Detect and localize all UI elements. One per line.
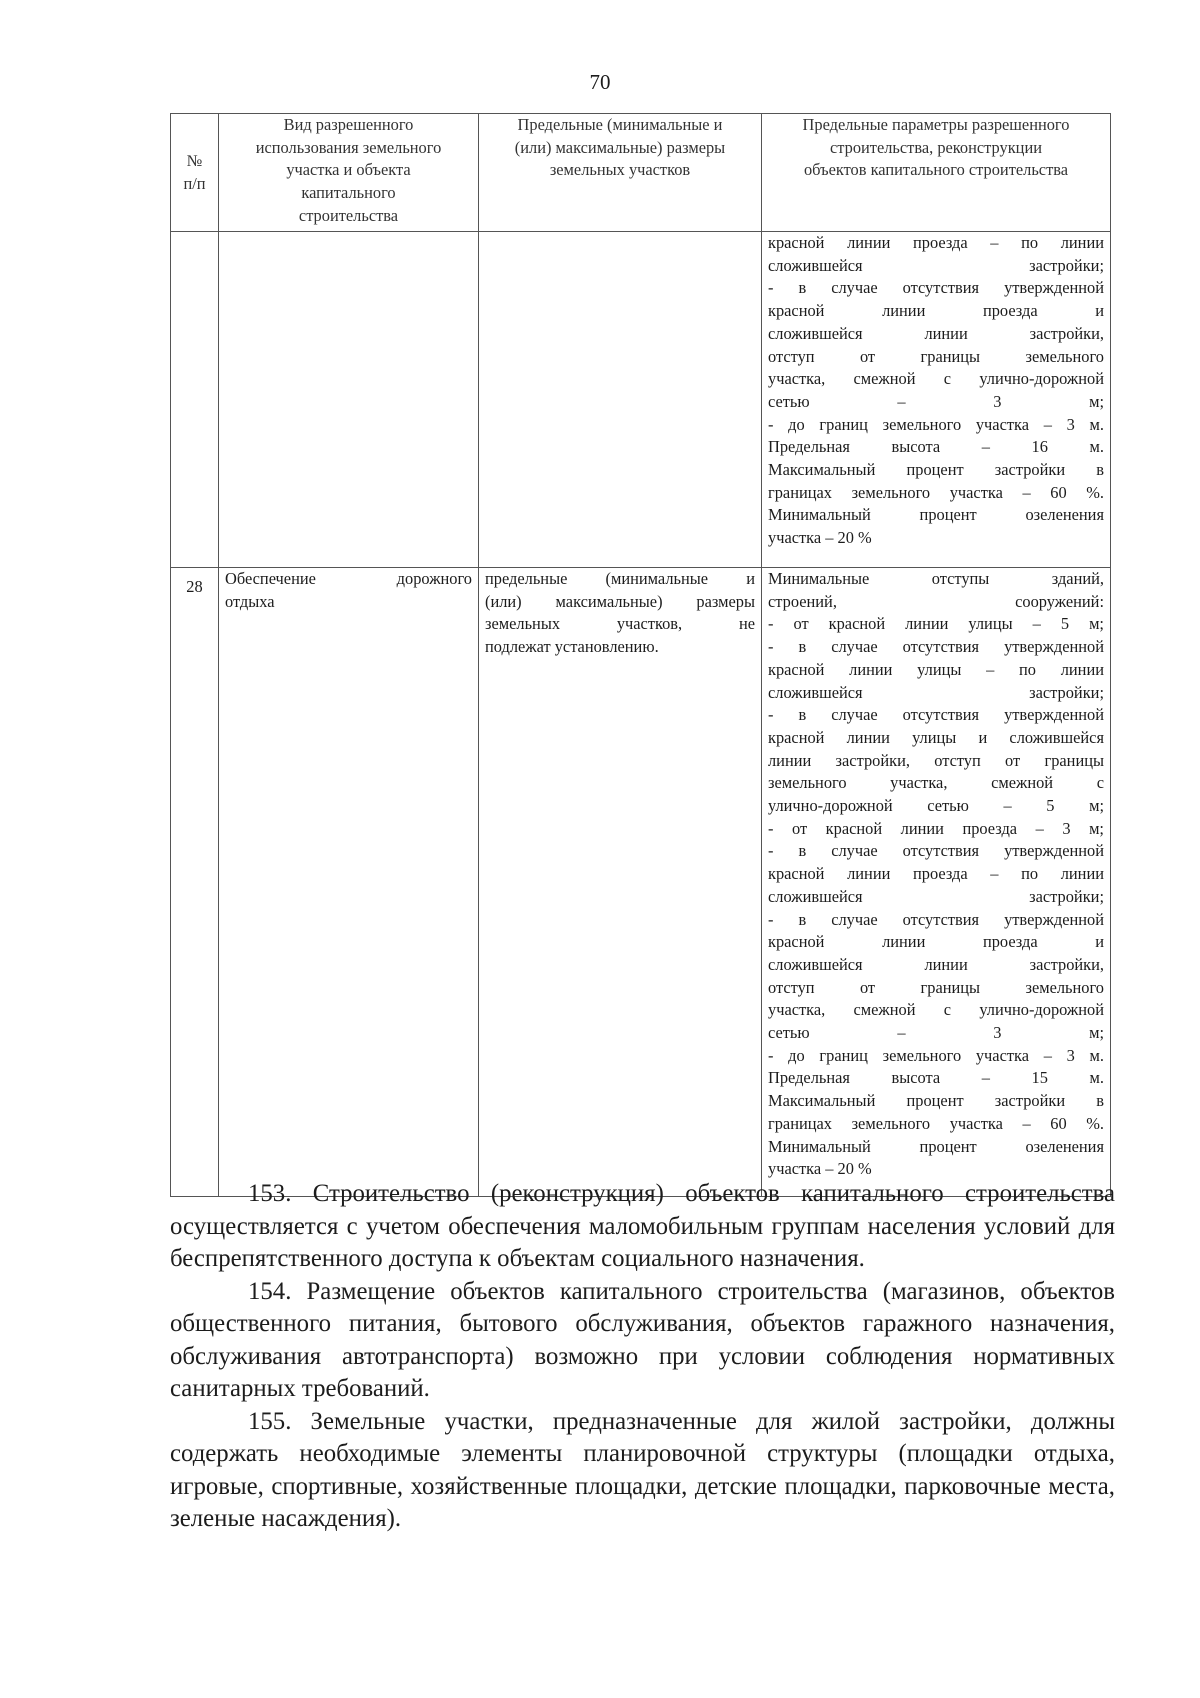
header-construction-params <box>762 114 1111 232</box>
cell-permitted-use <box>219 568 479 1197</box>
cell-text-line: - в случае отсутствия утвержденной <box>768 705 1104 725</box>
cell-text-line: земельного участка, смежной с <box>768 773 1104 793</box>
header-permitted-use <box>219 114 479 232</box>
cell-text-line: отступ от границы земельного <box>768 977 1104 997</box>
header-line: № <box>186 150 203 170</box>
cell-text-line: сетью – 3 м; <box>768 1023 1104 1043</box>
header-line: использования земельного <box>255 137 442 157</box>
header-line: капитального <box>301 183 396 203</box>
cell-text-line: Минимальный процент озеленения <box>768 505 1104 525</box>
cell-text-line: Максимальный процент застройки в <box>768 460 1104 480</box>
cell-text-line: отступ от границы земельного <box>768 346 1104 366</box>
table-row-28 <box>171 568 1111 1197</box>
cell-text-line: границах земельного участка – 60 %. <box>768 482 1104 502</box>
cell-text-line: участка – 20 % <box>768 1159 872 1179</box>
page-number: 70 <box>589 70 611 94</box>
header-line: п/п <box>183 173 206 193</box>
cell-construction-params <box>762 232 1111 568</box>
cell-text-line: - в случае отсутствия утвержденной <box>768 909 1104 929</box>
header-plot-sizes <box>479 114 762 232</box>
cell-text-line: земельных участков, не <box>485 614 755 634</box>
header-line: Предельные (минимальные и <box>517 115 723 134</box>
body-text <box>170 1178 1115 1536</box>
paragraph-154: 154. Размещение объектов капитального строительства (магазинов, объектов общественного питания, бытового обслуживания, объектов гаражного назначения, обслуживания автотранспорта) возможно при условии соблюдения нормативных санитарных требований. <box>170 1277 1115 1402</box>
table-header-row <box>171 114 1111 232</box>
cell-text-line: Минимальные отступы зданий, <box>768 569 1104 588</box>
header-line: Вид разрешенного <box>283 115 414 134</box>
cell-text-line: - от красной линии проезда – 3 м; <box>768 818 1104 838</box>
header-line: строительства <box>298 205 399 225</box>
cell-text-line: - в случае отсутствия утвержденной <box>768 278 1104 298</box>
paragraph-153: 153. Строительство (реконструкция) объектов капитального строительства осуществляется с учетом обеспечения маломобильным группам населения условий для беспрепятственного доступа к объектам социального назначения. <box>170 1180 1115 1272</box>
cell-text-line: участка, смежной с улично-дорожной <box>768 369 1104 389</box>
cell-text-line: строений, сооружений: <box>768 591 1104 611</box>
paragraph-155: 155. Земельные участки, предназначенные для жилой застройки, должны содержать необходимые элементы планировочной структуры (площадки отдыха, игровые, спортивные, хозяйственные площадки, детские площадки, парковочные места, зеленые насаждения). <box>170 1407 1115 1532</box>
cell-text-line: участка – 20 % <box>768 528 872 548</box>
cell-text-line: красной линии улицы – по линии <box>768 659 1104 679</box>
cell-text-line: красной линии проезда – по линии <box>768 233 1104 252</box>
cell-text-line: предельные (минимальные и <box>485 569 755 588</box>
header-line: земельных участков <box>549 160 691 180</box>
cell-text-line: границах земельного участка – 60 %. <box>768 1113 1104 1133</box>
header-number <box>171 114 219 232</box>
header-line: (или) максимальные) размеры <box>514 137 726 157</box>
cell-text-line: красной линии проезда и <box>768 932 1104 952</box>
cell-text-line: линии застройки, отступ от границы <box>768 750 1104 770</box>
cell-text-line: - от красной линии улицы – 5 м; <box>768 614 1104 634</box>
cell-text-line: - в случае отсутствия утвержденной <box>768 841 1104 861</box>
cell-text-line: Минимальный процент озеленения <box>768 1136 1104 1156</box>
cell-text-line: Обеспечение дорожного <box>225 569 472 588</box>
cell-text-line: красной линии проезда и <box>768 301 1104 321</box>
cell-text-line: сложившейся линии застройки, <box>768 954 1104 974</box>
cell-text-line: Максимальный процент застройки в <box>768 1091 1104 1111</box>
cell-text-line: - в случае отсутствия утвержденной <box>768 637 1104 657</box>
cell-text-line: Предельная высота – 15 м. <box>768 1068 1104 1088</box>
cell-number <box>171 232 219 568</box>
cell-text-line: сложившейся застройки; <box>768 682 1104 702</box>
cell-text-line: - до границ земельного участка – 3 м. <box>768 414 1104 434</box>
cell-text-line: Предельная высота – 16 м. <box>768 437 1104 457</box>
cell-plot-sizes <box>479 568 762 1197</box>
cell-plot-sizes <box>479 232 762 568</box>
header-line: участка и объекта <box>286 160 411 180</box>
cell-permitted-use <box>219 232 479 568</box>
header-line: Предельные параметры разрешенного <box>802 115 1070 134</box>
regulations-table <box>170 113 1111 1197</box>
cell-construction-params <box>762 568 1111 1197</box>
cell-text-line: (или) максимальные) размеры <box>485 591 755 611</box>
table-row-continuation <box>171 232 1111 568</box>
cell-text-line: сложившейся застройки; <box>768 886 1104 906</box>
cell-text-line: участка, смежной с улично-дорожной <box>768 1000 1104 1020</box>
cell-text-line: сложившейся застройки; <box>768 255 1104 275</box>
cell-text-line: красной линии проезда – по линии <box>768 864 1104 884</box>
cell-text-line: подлежат установлению. <box>485 637 659 657</box>
cell-text-line: - до границ земельного участка – 3 м. <box>768 1045 1104 1065</box>
cell-text-line: красной линии улицы и сложившейся <box>768 727 1104 747</box>
cell-number: 28 <box>171 568 219 1197</box>
cell-text-line: отдыха <box>225 591 275 611</box>
header-line: объектов капитального строительства <box>803 160 1069 180</box>
cell-text-line: сложившейся линии застройки, <box>768 323 1104 343</box>
cell-text-line: улично-дорожной сетью – 5 м; <box>768 796 1104 816</box>
cell-text-line: сетью – 3 м; <box>768 391 1104 411</box>
header-line: строительства, реконструкции <box>830 137 1042 157</box>
